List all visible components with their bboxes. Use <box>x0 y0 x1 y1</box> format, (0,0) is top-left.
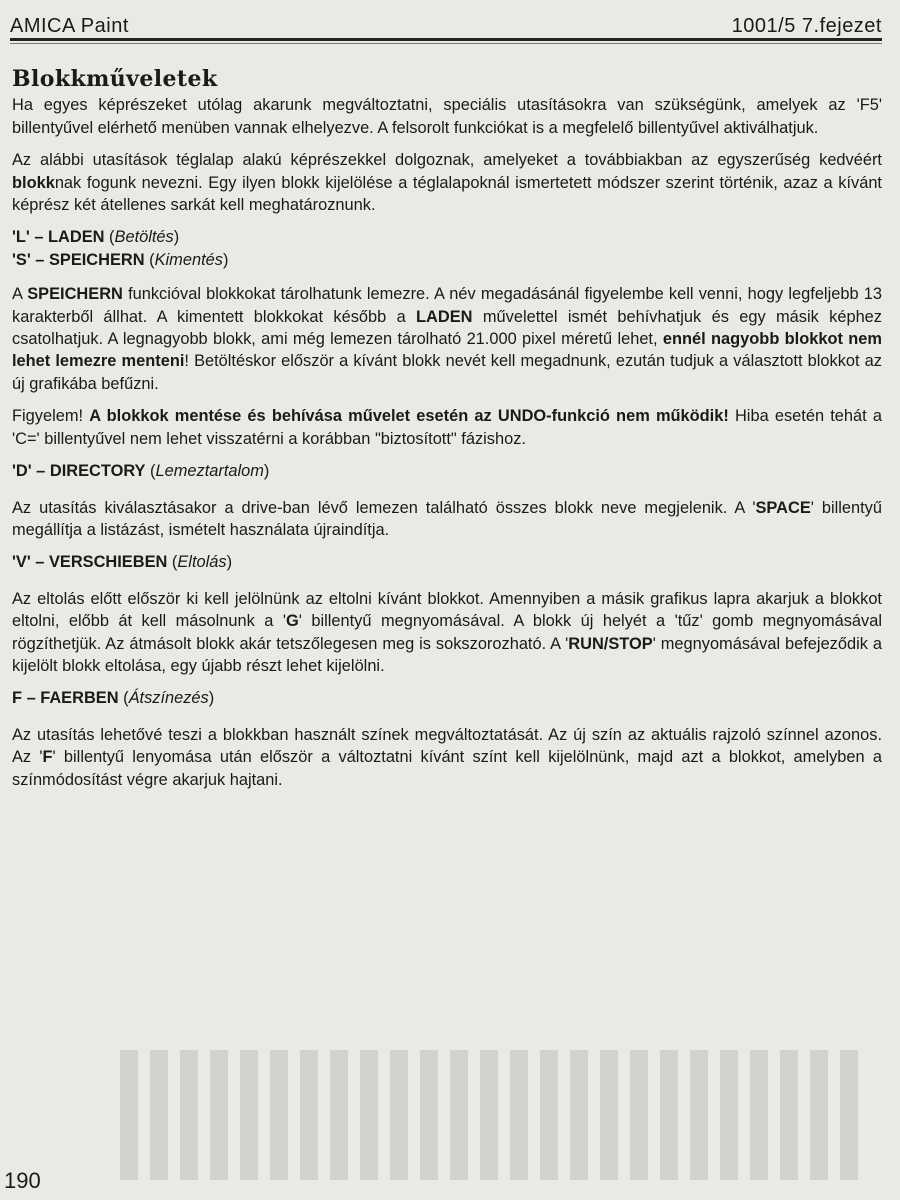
paragraph-faerben: Az utasítás lehetővé teszi a blokkban használt színek megváltoztatását. Az új szín az aktuális rajzoló színnel azonos. Az 'F' billentyű lenyomása után először a változtatni kívánt színt kell kijelölnünk, majd azt a blokkot, amelyben a színmódosítást végre akarjuk hajtani. <box>12 725 882 789</box>
paragraph-block-definition: Az alábbi utasítások téglalap alakú képrészekkel dolgoznak, amelyeket a továbbiakban az egyszerűség kedvéért blokknak fogunk nevezni. Egy ilyen blokk kijelölése a téglalapoknál ismertetett módszer szerint történik, azaz a kívánt képrész két átellenes sarkát kell meghatároznunk. <box>12 151 882 215</box>
command-laden: 'L' – LADEN (Betöltés) <box>12 228 180 247</box>
page-content <box>12 62 882 801</box>
header-chapter: 1001/5 7.fejezet <box>731 15 882 37</box>
header-rule <box>10 38 882 41</box>
command-group-load-save <box>12 226 882 271</box>
paragraph-warning: Figyelem! A blokkok mentése és behívása művelet esetén az UNDO-funkció nem működik! Hiba esetén tehát a 'C=' billentyűvel nem lehet visszatérni a korábban "biztosított" fázishoz. <box>12 407 882 448</box>
command-speichern: 'S' – SPEICHERN (Kimentés) <box>12 250 229 269</box>
section-title: Blokkműveletek <box>12 66 218 92</box>
bleed-through-shadow <box>120 1050 860 1180</box>
command-faerben: F – FAERBEN (Átszínezés) <box>12 689 215 708</box>
header-book-title: AMICA Paint <box>10 15 129 37</box>
command-directory: 'D' – DIRECTORY (Lemeztartalom) <box>12 462 270 481</box>
page-number: 190 <box>4 1168 41 1193</box>
command-verschieben: 'V' – VERSCHIEBEN (Eltolás) <box>12 553 233 572</box>
paragraph-speichern: A SPEICHERN funkcióval blokkokat tárolhatunk lemezre. A név megadásánál figyelembe kell venni, hogy legfeljebb 13 karakterből állhat. A kimentett blokkokat később a LADEN művelettel ismét behívhatjuk és egy másik képhez csatolhatjuk. A legnagyobb blokk, ami még lemezen tárolható 21.000 pixel méretű lehet, ennél nagyobb blokkot nem lehet lemezre menteni! Betöltéskor először a kívánt blokk nevét kell megadnunk, ezután tudjuk a választott blokkot az új grafikába befűzni. <box>12 285 882 393</box>
header-rule-thin <box>10 43 882 44</box>
paragraph-verschieben: Az eltolás előtt először ki kell jelölnünk az eltolni kívánt blokkot. Amennyiben a másik grafikus lapra akarjuk a blokkot eltolni, előbb át kell másolnunk a 'G' billentyű megnyomásával. A blokk új helyét a 'tűz' gomb megnyomásával rögzíthetjük. Az átmásolt blokk akár tetszőlegesen meg is sokszorozható. A 'RUN/STOP' megnyomásával befejeződik a kijelölt blokk eltolása, egy újabb részt lehet kijelölni. <box>12 589 882 675</box>
running-header <box>10 8 882 38</box>
paragraph-intro: Ha egyes képrészeket utólag akarunk megváltoztatni, speciális utasításokra van szükségünk, amelyek az 'F5' billentyűvel elérhető menüben vannak elhelyezve. A felsorolt funkciókat is a megfelelő billentyűvel aktiválhatjuk. <box>12 96 882 137</box>
paragraph-directory: Az utasítás kiválasztásakor a drive-ban lévő lemezen található összes blokk neve megjelenik. A 'SPACE' billentyű megállítja a listázást, ismételt használata újraindítja. <box>12 498 882 539</box>
